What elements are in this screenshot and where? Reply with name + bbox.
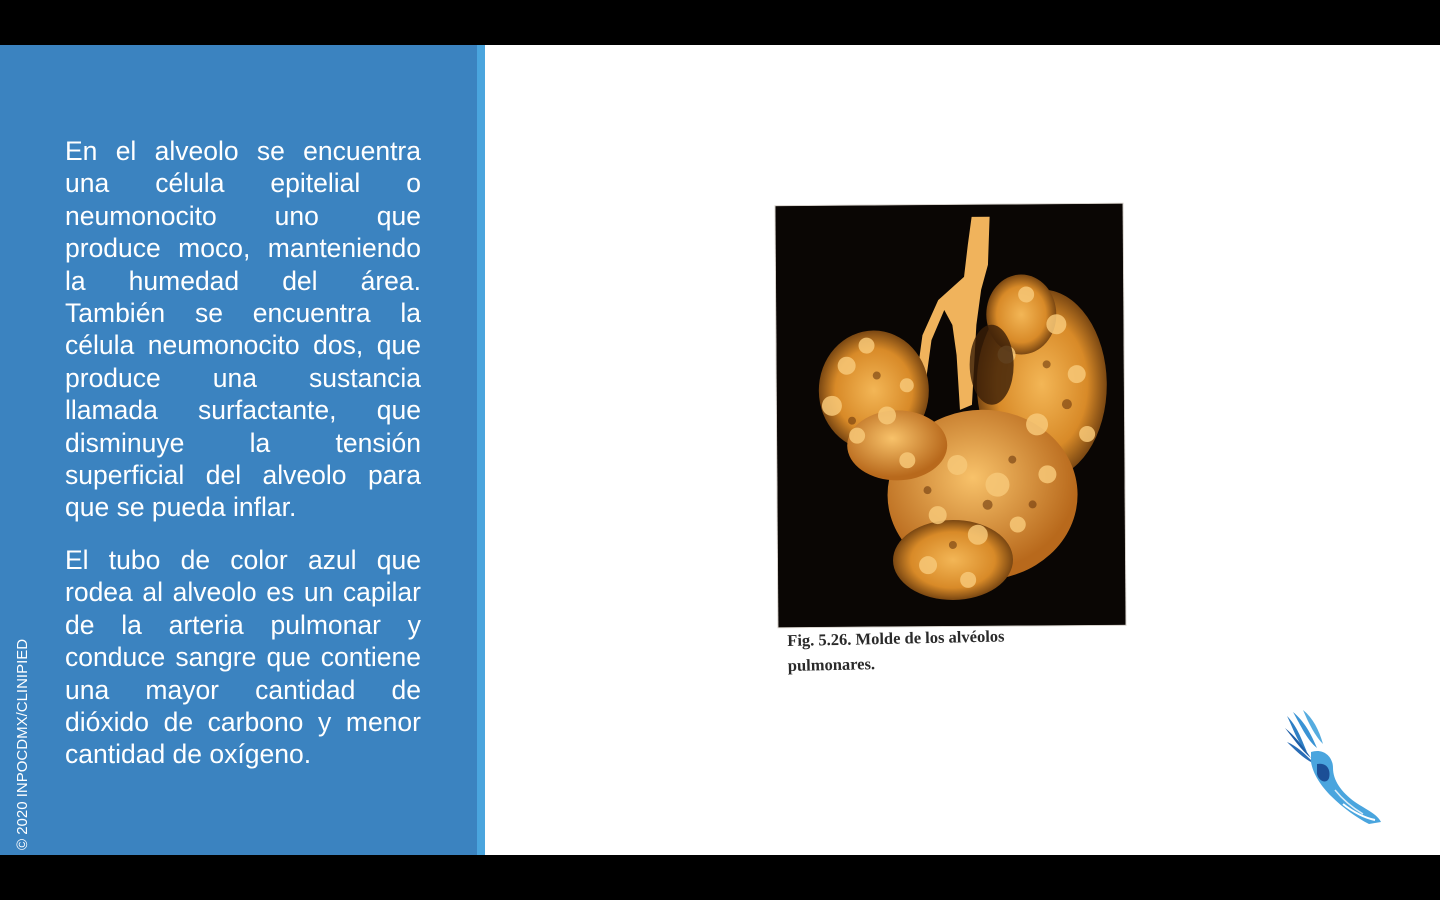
figure-caption <box>787 622 1088 678</box>
paragraph-capilar: El tubo de color azul que rodea al alveolo es un capilar de la arteria pulmonar y conduce sangre que contiene una mayor cantidad de dióxido de carbono y menor cantidad de oxígeno. <box>65 544 421 770</box>
winged-foot-logo-icon <box>1283 708 1383 828</box>
alveoli-cast-photo <box>776 204 1126 627</box>
figure-caption-line-2: pulmonares. <box>787 654 876 675</box>
accent-strip <box>477 45 485 855</box>
left-text-panel <box>0 45 477 855</box>
copyright-notice: © 2020 INPOCDMX/CLINIPIED <box>14 638 31 850</box>
slide <box>0 45 1440 855</box>
paragraph-neumonocitos: En el alveolo se encuentra una célula epitelial o neumonocito uno que produce moco, manteniendo la humedad del área. También se encuentra la célula neumonocito dos, que produce una sustancia llamada surfactante, que disminuye la tensión superficial del alveolo para que se pueda inflar. <box>65 136 421 523</box>
letterbox-top <box>0 0 1440 45</box>
letterbox-bottom <box>0 855 1440 900</box>
alveoli-cast-image <box>776 204 1126 627</box>
slide-text <box>65 135 421 771</box>
figure-caption-line-1: Fig. 5.26. Molde de los alvéolos <box>787 626 1005 650</box>
